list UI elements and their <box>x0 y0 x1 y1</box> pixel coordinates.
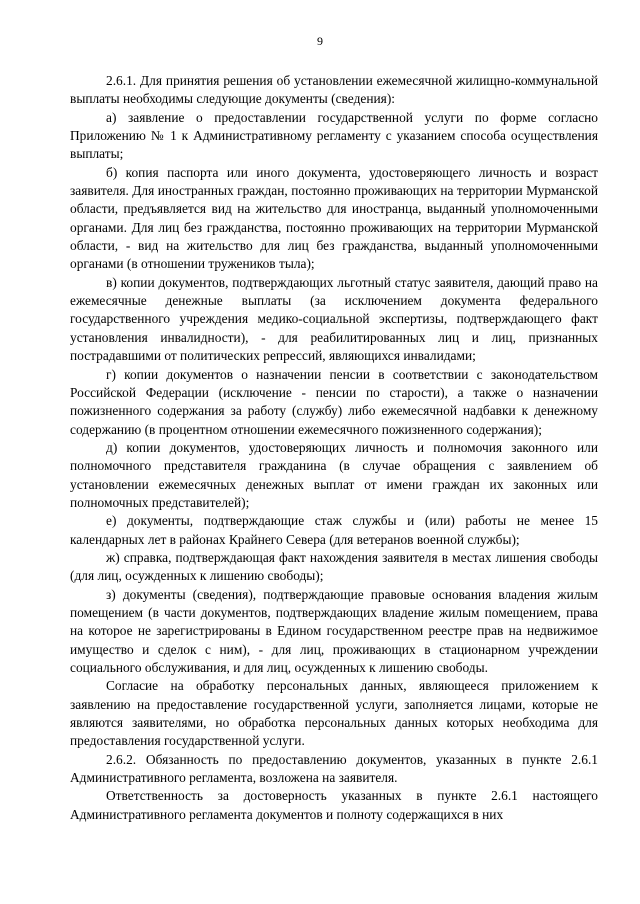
paragraph-2-6-2: 2.6.2. Обязанность по предоставлению документов, указанных в пункте 2.6.1 Административного регламента, возложена на заявителя. <box>70 751 598 786</box>
paragraph-responsibility: Ответственность за достоверность указанных в пункте 2.6.1 настоящего Административного регламента документов и полноту содержащихся в них <box>70 788 598 822</box>
paragraph-item-z: з) документы (сведения), подтверждающие правовые основания владения жилым помещением (в части документов, подтверждающих владение жилым помещением, права на которое не зарегистрированы в Едином государственном реестре прав на недвижимое имущество и сделок с ним), - для лиц, проживающих в стационарном учреждении социального обслуживания, и для лиц, осужденных к лишению свободы. <box>70 586 598 675</box>
paragraph-2-6-1: 2.6.1. Для принятия решения об установлении ежемесячной жилищно-коммунальной выплаты необходимы следующие документы (сведения): <box>70 73 598 107</box>
paragraph-item-v: в) копии документов, подтверждающих льготный статус заявителя, дающий право на ежемесячные денежные выплаты (за исключением документа федерального государственного учреждения медико-социальной экспертизы, подтверждающего факт установления инвалидности), - для реабилитированных лиц и лиц, признанных пострадавшими от политических репрессий, являющихся инвалидами; <box>70 274 598 364</box>
document-body <box>70 72 598 824</box>
paragraph-item-g: г) копии документов о назначении пенсии в соответствии с законодательством Российской Федерации (исключение - пенсии по старости), а также о назначении пожизненного содержания за работу (службу) либо ежемесячной надбавки к денежному содержанию (в процентном отношении ежемесячного пожизненного содержания); <box>70 366 598 437</box>
paragraph-item-zh: ж) справка, подтверждающая факт нахождения заявителя в местах лишения свободы (для лиц, осужденных к лишению свободы); <box>70 549 598 584</box>
paragraph-consent: Согласие на обработку персональных данных, являющееся приложением к заявлению на предоставление государственной услуги, заполняется лицами, которые не являются заявителями, но обработка персональных данных которых необходима для предоставления государственной услуги. <box>70 678 598 749</box>
paragraph-item-b: б) копия паспорта или иного документа, удостоверяющего личность и возраст заявителя. Для иностранных граждан, постоянно проживающих на территории Мурманской области, предъявляется вид на жительство для иностранца, выданный уполномоченными органами. Для лиц без гражданства, постоянно проживающих на территории Мурманской области, - вид на жительство для лиц без гражданства, выданный уполномоченными органами (в отношении тружеников тыла); <box>70 164 598 272</box>
paragraph-item-e: е) документы, подтверждающие стаж службы и (или) работы не менее 15 календарных лет в районах Крайнего Севера (для ветеранов военной службы); <box>70 513 598 547</box>
paragraph-item-a: а) заявление о предоставлении государственной услуги по форме согласно Приложению № 1 к Административному регламенту с указанием способа осуществления выплаты; <box>70 109 598 162</box>
page-number: 9 <box>317 34 323 48</box>
paragraph-item-d: д) копии документов, удостоверяющих личность и полномочия законного или полномочного представителя гражданина (в случае обращения с заявлением об установлении ежемесячных денежных выплат от имени граждан их законных или полномочных представителей); <box>70 439 598 510</box>
